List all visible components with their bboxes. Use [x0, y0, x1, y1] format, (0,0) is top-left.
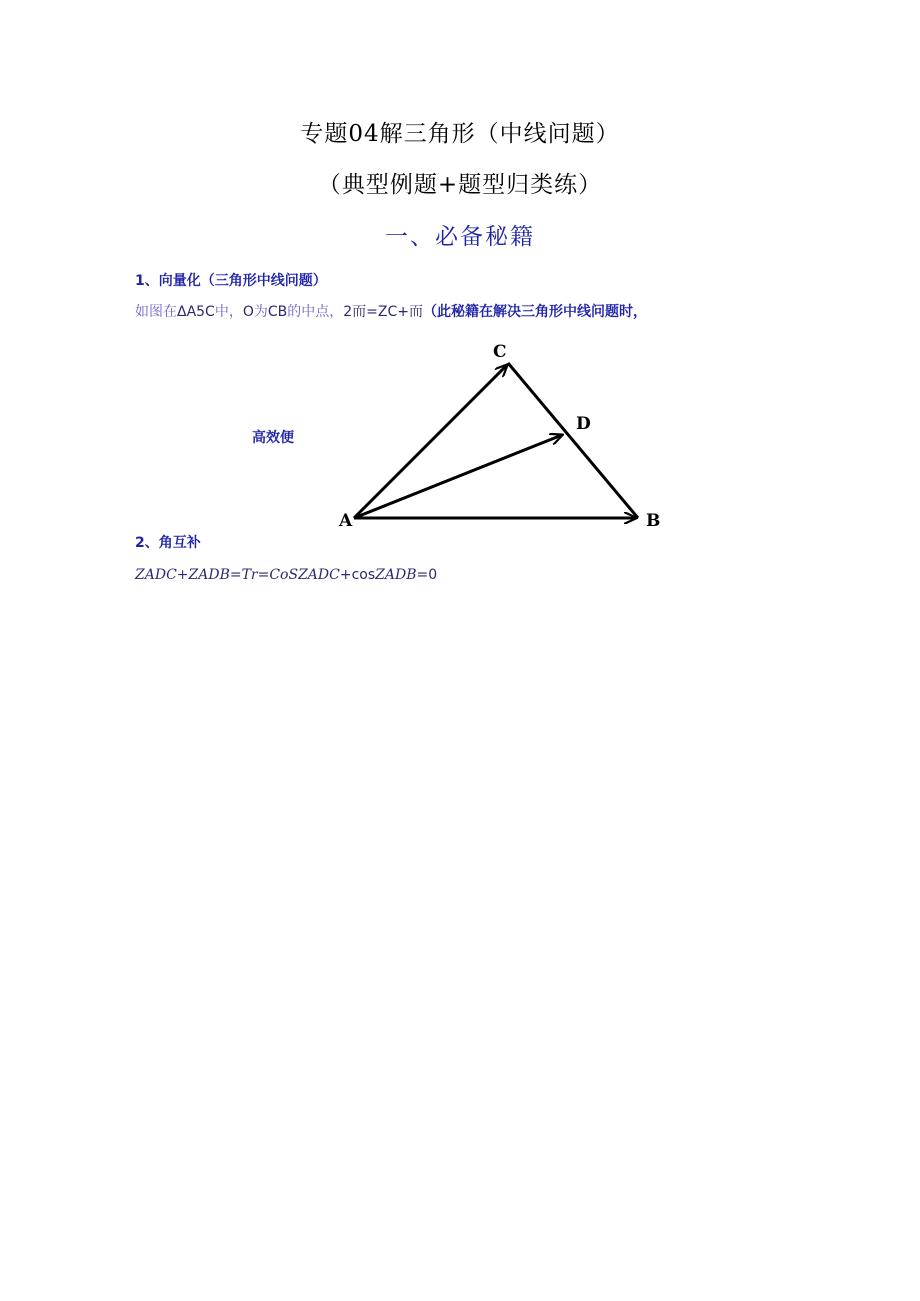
item-2-heading: 2、角互补: [135, 535, 201, 551]
formula-part-2: +cos: [339, 567, 376, 583]
vertex-label-a: A: [339, 511, 353, 531]
para-text-2: 中，: [214, 304, 243, 320]
formula-part-3: ZADB: [375, 567, 417, 583]
section-heading: 一、必备秘籍: [385, 224, 535, 250]
para-point-o: O: [242, 304, 254, 320]
formula-part-1: ZADC+ZADB=Tr=CoSZADC: [135, 567, 340, 583]
page-title: 专题04解三角形（中线问题）: [300, 121, 620, 147]
para-text-4: 的中点，: [287, 304, 344, 320]
para-segment-cb: CB: [267, 304, 288, 320]
item-2-formula: [135, 565, 437, 585]
vertex-label-b: B: [646, 511, 661, 531]
formula-part-4: =0: [416, 567, 438, 583]
para-triangle: ΔA5C: [177, 304, 215, 320]
vertex-label-d: D: [576, 414, 591, 434]
vertex-label-c: C: [493, 342, 507, 362]
item-1-paragraph: [135, 302, 647, 322]
vector-ad: [354, 435, 562, 518]
item-1-heading: 1、向量化（三角形中线问题）: [135, 273, 327, 289]
para-note: （此秘籍在解决三角形中线问题时，: [423, 304, 647, 320]
page-subtitle: （典型例题+题型归类练）: [317, 172, 603, 198]
para-vector-equation: 2而=ZC+而: [343, 304, 423, 320]
side-note-text: 高效便: [252, 430, 294, 446]
segment-cb: [508, 363, 638, 518]
para-text-1: 如图在: [135, 304, 177, 320]
vector-ac: [354, 365, 507, 518]
para-text-3: 为: [253, 304, 268, 320]
triangle-median-figure: [330, 335, 670, 535]
